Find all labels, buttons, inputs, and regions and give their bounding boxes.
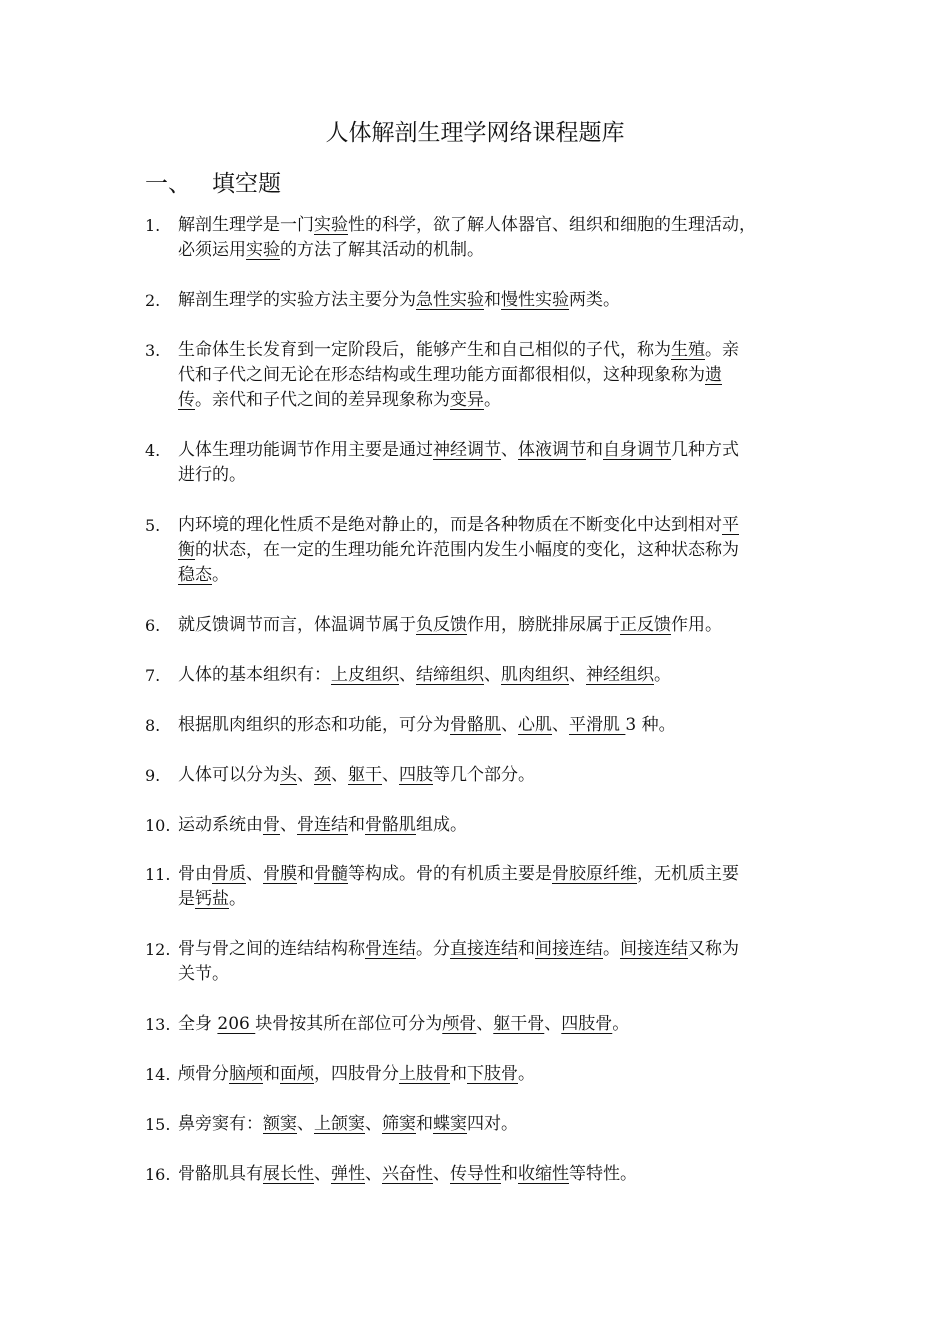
question-text-segment: 是 (178, 889, 195, 909)
answer-blank: 上颌窦 (314, 1114, 365, 1134)
question-text-segment: 作用，膀胱排尿属于 (467, 615, 620, 635)
question-line (178, 388, 817, 413)
question-text-segment: 和 (518, 939, 535, 959)
section-number: 一、 (145, 171, 191, 197)
answer-blank: 稳态 (178, 565, 212, 585)
question-text-segment: 人体生理功能调节作用主要是通过 (178, 440, 433, 460)
question-text-segment: 。 (654, 665, 671, 685)
answer-blank: 骨骼肌 (365, 815, 416, 835)
question-line (178, 663, 817, 688)
question-item (145, 438, 817, 488)
answer-blank: 实验 (314, 215, 348, 235)
question-text (178, 513, 817, 588)
question-line (178, 862, 817, 887)
page-title: 人体解剖生理学网络课程题库 (325, 120, 625, 146)
question-item (145, 862, 817, 912)
question-item (145, 663, 817, 688)
answer-blank: 骨连结 (365, 939, 416, 959)
answer-blank: 颅骨 (442, 1014, 477, 1034)
answer-blank: 筛窦 (382, 1114, 416, 1134)
question-number: 4. (145, 441, 161, 460)
question-text-segment: 、 (399, 665, 416, 685)
question-text-segment: 进行的。 (178, 465, 246, 485)
question-text-segment: 人体的基本组织有： (178, 665, 331, 685)
question-line (178, 763, 817, 788)
question-number: 14. (145, 1065, 171, 1084)
question-text-segment: 和 (263, 1064, 280, 1084)
answer-blank: 四肢骨 (561, 1014, 613, 1034)
answer-blank: 躯干 (348, 765, 382, 785)
question-text-segment: 、 (365, 1114, 382, 1134)
answer-blank: 传导性 (450, 1164, 501, 1184)
question-text-segment: 、 (382, 765, 399, 785)
question-number: 1. (145, 216, 161, 235)
question-text-segment: 组成。 (416, 815, 467, 835)
answer-blank: 兴奋性 (382, 1164, 433, 1184)
question-number: 2. (145, 291, 161, 310)
question-text-segment: 人体可以分为 (178, 765, 280, 785)
question-text-segment: 运动系统由 (178, 815, 263, 835)
answer-blank: 下肢骨 (467, 1064, 518, 1084)
question-number: 9. (145, 766, 161, 785)
question-text-segment: ，无机质主要 (637, 864, 739, 884)
question-text-segment: 性的科学，欲了解人体器官、组织和细胞的生理活动， (348, 215, 756, 235)
question-line (178, 513, 817, 538)
question-number: 7. (145, 666, 161, 685)
question-item (145, 613, 817, 638)
question-text-segment: 解剖生理学是一门 (178, 215, 314, 235)
question-item (145, 338, 817, 413)
answer-blank: 颈 (314, 765, 331, 785)
answer-blank: 钙盐 (195, 889, 229, 909)
answer-blank: 骨连结 (297, 815, 348, 835)
answer-blank: 弹性 (331, 1164, 365, 1184)
answer-blank: 正反馈 (620, 615, 671, 635)
question-text-segment: 内环境的理化性质不是绝对静止的，而是各种物质在不断变化中达到相对 (178, 515, 722, 535)
question-line (178, 1062, 817, 1087)
question-text-segment: 生命体生长发育到一定阶段后，能够产生和自己相似的子代，称为 (178, 340, 671, 360)
answer-blank: 实验 (246, 240, 280, 260)
answer-blank: 206 (217, 1014, 256, 1034)
question-line (178, 538, 817, 563)
question-number: 16. (145, 1165, 171, 1184)
question-text (178, 438, 817, 488)
question-text-segment: 、 (297, 1114, 314, 1134)
question-text (178, 1062, 817, 1087)
section-title: 填空题 (212, 171, 281, 197)
question-text-segment: 、 (331, 765, 348, 785)
question-text-segment: 、 (280, 815, 297, 835)
answer-blank: 自身调节 (603, 440, 671, 460)
answer-blank: 躯干骨 (493, 1014, 545, 1034)
answer-blank: 神经组织 (586, 665, 654, 685)
question-text-segment: 的状态，在一定的生理功能允许范围内发生小幅度的变化，这种状态称为 (195, 540, 739, 560)
question-line (178, 713, 817, 738)
answer-blank: 头 (280, 765, 297, 785)
answer-blank: 脑颅 (229, 1064, 263, 1084)
answer-blank: 急性实验 (416, 290, 484, 310)
question-item (145, 937, 817, 987)
question-text-segment: 两类。 (569, 290, 620, 310)
question-text (178, 613, 817, 638)
answer-blank: 生殖 (671, 340, 705, 360)
question-text-segment: 代和子代之间无论在形态结构或生理功能方面都很相似，这种现象称为 (178, 365, 705, 385)
answer-blank: 骨骼肌 (450, 715, 501, 735)
question-text-segment: 、 (501, 715, 518, 735)
question-text-segment: 骨与骨之间的连结结构称 (178, 939, 365, 959)
answer-blank: 骨胶原纤维 (552, 864, 637, 884)
answer-blank: 心肌 (518, 715, 552, 735)
question-line (178, 937, 817, 962)
question-text (178, 1012, 817, 1037)
question-text-segment: 、 (544, 1014, 562, 1034)
question-text (178, 1112, 817, 1137)
answer-blank: 结缔组织 (416, 665, 484, 685)
question-text-segment: 、 (484, 665, 501, 685)
answer-blank: 收缩性 (518, 1164, 569, 1184)
answer-blank: 蝶窦 (433, 1114, 467, 1134)
answer-blank: 肌肉组织 (501, 665, 569, 685)
question-line (178, 962, 817, 987)
answer-blank: 额窦 (263, 1114, 297, 1134)
answer-blank: 神经调节 (433, 440, 501, 460)
question-text-segment: 。亲代和子代之间的差异现象称为 (195, 390, 450, 410)
question-text (178, 338, 817, 413)
question-item (145, 813, 817, 838)
question-text-segment: 骨由 (178, 864, 212, 884)
answer-blank: 衡 (178, 540, 195, 560)
answer-blank: 体液调节 (518, 440, 586, 460)
question-text (178, 288, 817, 313)
question-text (178, 763, 817, 788)
question-text-segment: 颅骨分 (178, 1064, 229, 1084)
question-text-segment: 就反馈调节而言，体温调节属于 (178, 615, 416, 635)
question-text (178, 1162, 817, 1187)
question-text-segment: 等构成。骨的有机质主要是 (348, 864, 552, 884)
question-text-segment: 骨骼肌具有 (178, 1164, 263, 1184)
question-text-segment: 3 种。 (625, 715, 676, 735)
question-number: 11. (145, 865, 171, 884)
question-text-segment: 和 (416, 1114, 433, 1134)
answer-blank: 平滑肌 (569, 715, 626, 735)
answer-blank: 变异 (450, 390, 484, 410)
question-line (178, 288, 817, 313)
question-line (178, 1012, 817, 1037)
question-line (178, 363, 817, 388)
question-item (145, 763, 817, 788)
question-line (178, 238, 817, 263)
question-number: 12. (145, 940, 171, 959)
answer-blank: 四肢 (399, 765, 433, 785)
question-line (178, 563, 817, 588)
answer-blank: 骨 (263, 815, 280, 835)
question-item (145, 513, 817, 588)
question-text-segment: 的方法了解其活动的机制。 (280, 240, 484, 260)
question-text-segment: 必须运用 (178, 240, 246, 260)
question-text-segment: 。 (484, 390, 501, 410)
answer-blank: 骨髓 (314, 864, 348, 884)
question-text-segment: 、 (569, 665, 586, 685)
answer-blank: 平 (722, 515, 739, 535)
question-text-segment: 、 (246, 864, 263, 884)
question-text (178, 862, 817, 912)
question-line (178, 813, 817, 838)
question-text-segment: 和 (501, 1164, 518, 1184)
question-text (178, 663, 817, 688)
question-text-segment: 和 (297, 864, 314, 884)
question-line (178, 613, 817, 638)
question-text-segment: 。亲 (705, 340, 739, 360)
question-text-segment: 根据肌肉组织的形态和功能，可分为 (178, 715, 450, 735)
question-text-segment: 、 (297, 765, 314, 785)
question-number: 8. (145, 716, 161, 735)
question-text-segment: 和 (586, 440, 603, 460)
question-item (145, 713, 817, 738)
question-text-segment: ，四肢骨分 (314, 1064, 399, 1084)
question-text (178, 937, 817, 987)
question-text-segment: 等几个部分。 (433, 765, 535, 785)
answer-blank: 展长性 (263, 1164, 314, 1184)
question-text (178, 813, 817, 838)
question-item (145, 1112, 817, 1137)
question-text-segment: 、 (476, 1014, 494, 1034)
answer-blank: 传 (178, 390, 195, 410)
question-text-segment: 和 (484, 290, 501, 310)
answer-blank: 上肢骨 (399, 1064, 450, 1084)
question-text-segment: 。 (518, 1064, 535, 1084)
question-line (178, 1112, 817, 1137)
question-line (178, 1162, 817, 1187)
question-text (178, 213, 817, 263)
question-text-segment: 四对。 (467, 1114, 518, 1134)
answer-blank: 负反馈 (416, 615, 467, 635)
answer-blank: 直接连结 (450, 939, 518, 959)
question-number: 3. (145, 341, 161, 360)
answer-blank: 骨质 (212, 864, 246, 884)
question-text-segment: 、 (552, 715, 569, 735)
question-text-segment: 和 (348, 815, 365, 835)
question-line (178, 887, 817, 912)
question-text-segment: 和 (450, 1064, 467, 1084)
question-line (178, 463, 817, 488)
answer-blank: 上皮组织 (331, 665, 399, 685)
question-item (145, 288, 817, 313)
question-text-segment: 全身 (178, 1014, 218, 1034)
question-text-segment: 等特性。 (569, 1164, 637, 1184)
answer-blank: 间接连结 (535, 939, 603, 959)
question-number: 15. (145, 1115, 171, 1134)
question-item (145, 1012, 817, 1037)
question-line (178, 213, 817, 238)
question-text-segment: 。分 (416, 939, 450, 959)
question-text-segment: 块骨按其所在部位可分为 (255, 1014, 443, 1034)
question-line (178, 438, 817, 463)
question-text-segment: 。 (603, 939, 620, 959)
question-text-segment: 关节。 (178, 964, 229, 984)
question-line (178, 338, 817, 363)
question-text-segment: 解剖生理学的实验方法主要分为 (178, 290, 416, 310)
question-text-segment: 鼻旁窦有： (178, 1114, 263, 1134)
answer-blank: 骨膜 (263, 864, 297, 884)
question-item (145, 1162, 817, 1187)
question-text-segment: 。 (229, 889, 246, 909)
question-number: 5. (145, 516, 161, 535)
question-text-segment: 。 (212, 565, 229, 585)
answer-blank: 慢性实验 (501, 290, 569, 310)
question-number: 6. (145, 616, 161, 635)
answer-blank: 间接连结 (620, 939, 688, 959)
question-text-segment: 。 (612, 1014, 630, 1034)
question-text (178, 713, 817, 738)
question-text-segment: 作用。 (671, 615, 722, 635)
question-text-segment: 、 (365, 1164, 382, 1184)
question-text-segment: 几种方式 (671, 440, 739, 460)
answer-blank: 遗 (705, 365, 722, 385)
answer-blank: 面颅 (280, 1064, 314, 1084)
question-item (145, 213, 817, 263)
question-text-segment: 、 (433, 1164, 450, 1184)
question-item (145, 1062, 817, 1087)
question-text-segment: 又称为 (688, 939, 739, 959)
question-text-segment: 、 (314, 1164, 331, 1184)
question-number: 13. (145, 1015, 171, 1034)
question-text-segment: 、 (501, 440, 518, 460)
question-number: 10. (145, 816, 171, 835)
